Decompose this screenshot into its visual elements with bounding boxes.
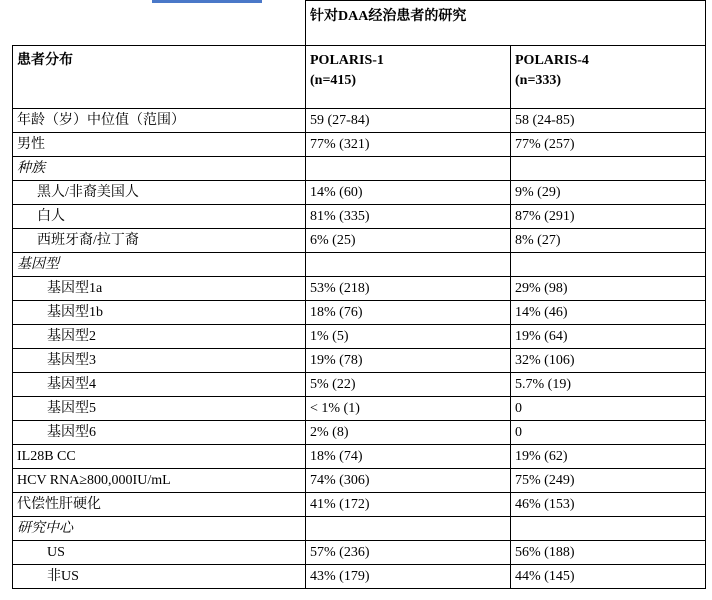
- polaris-1-value: 2% (8): [306, 421, 511, 445]
- blank-header-cell: [13, 1, 306, 46]
- polaris-1-value: [306, 253, 511, 277]
- polaris-4-value: 46% (153): [511, 493, 706, 517]
- table-row: [13, 397, 706, 421]
- section-label: 种族: [13, 157, 306, 181]
- polaris-1-value: 18% (74): [306, 445, 511, 469]
- row-label: 黑人/非裔美国人: [13, 181, 306, 205]
- patient-distribution-table: [12, 0, 706, 589]
- polaris-4-value: 19% (64): [511, 325, 706, 349]
- polaris-4-value: 29% (98): [511, 277, 706, 301]
- table-row: [13, 421, 706, 445]
- row-label: 基因型4: [13, 373, 306, 397]
- row-label: 年龄（岁）中位值（范围）: [13, 109, 306, 133]
- table-row: [13, 565, 706, 589]
- row-label: 基因型1b: [13, 301, 306, 325]
- row-label: 西班牙裔/拉丁裔: [13, 229, 306, 253]
- table-row: [13, 109, 706, 133]
- table-row: [13, 205, 706, 229]
- row-label: HCV RNA≥800,000IU/mL: [13, 469, 306, 493]
- table-row: [13, 469, 706, 493]
- polaris-4-value: 8% (27): [511, 229, 706, 253]
- section-row: [13, 517, 706, 541]
- polaris-4-value: 19% (62): [511, 445, 706, 469]
- polaris-4-value: 9% (29): [511, 181, 706, 205]
- polaris-1-value: 77% (321): [306, 133, 511, 157]
- table-row: [13, 349, 706, 373]
- header-patient-distribution: 患者分布: [13, 46, 306, 109]
- row-label: 非US: [13, 565, 306, 589]
- polaris-4-value: 5.7% (19): [511, 373, 706, 397]
- row-label: 白人: [13, 205, 306, 229]
- section-label: 研究中心: [13, 517, 306, 541]
- polaris-4-value: [511, 517, 706, 541]
- table-row: [13, 133, 706, 157]
- header-polaris-4-name: POLARIS-4: [515, 53, 589, 68]
- polaris-4-value: [511, 253, 706, 277]
- row-label: 基因型3: [13, 349, 306, 373]
- polaris-1-value: 18% (76): [306, 301, 511, 325]
- section-label: 基因型: [13, 253, 306, 277]
- polaris-1-value: 19% (78): [306, 349, 511, 373]
- polaris-1-value: < 1% (1): [306, 397, 511, 421]
- header-polaris-1: [306, 46, 511, 109]
- polaris-4-value: 0: [511, 421, 706, 445]
- polaris-4-value: 56% (188): [511, 541, 706, 565]
- polaris-4-value: 87% (291): [511, 205, 706, 229]
- row-label: 基因型6: [13, 421, 306, 445]
- polaris-4-value: 44% (145): [511, 565, 706, 589]
- table-row: [13, 277, 706, 301]
- polaris-1-value: [306, 157, 511, 181]
- table-row: [13, 301, 706, 325]
- row-label: 基因型1a: [13, 277, 306, 301]
- polaris-1-value: 5% (22): [306, 373, 511, 397]
- row-label: 基因型2: [13, 325, 306, 349]
- row-label: 男性: [13, 133, 306, 157]
- table-header-row: [13, 46, 706, 109]
- section-row: [13, 253, 706, 277]
- table-row: [13, 181, 706, 205]
- table-row: [13, 373, 706, 397]
- table-row: [13, 445, 706, 469]
- row-label: 基因型5: [13, 397, 306, 421]
- polaris-1-value: [306, 517, 511, 541]
- header-polaris-1-n: (n=415): [310, 73, 357, 88]
- table-title-row: [13, 1, 706, 46]
- polaris-1-value: 74% (306): [306, 469, 511, 493]
- table-row: [13, 493, 706, 517]
- polaris-4-value: 0: [511, 397, 706, 421]
- polaris-1-value: 14% (60): [306, 181, 511, 205]
- polaris-4-value: [511, 157, 706, 181]
- section-row: [13, 157, 706, 181]
- polaris-4-value: 14% (46): [511, 301, 706, 325]
- polaris-1-value: 43% (179): [306, 565, 511, 589]
- table-row: [13, 541, 706, 565]
- polaris-4-value: 77% (257): [511, 133, 706, 157]
- table-row: [13, 229, 706, 253]
- polaris-4-value: 32% (106): [511, 349, 706, 373]
- polaris-4-value: 58 (24-85): [511, 109, 706, 133]
- polaris-1-value: 1% (5): [306, 325, 511, 349]
- polaris-1-value: 57% (236): [306, 541, 511, 565]
- polaris-4-value: 75% (249): [511, 469, 706, 493]
- polaris-1-value: 59 (27-84): [306, 109, 511, 133]
- row-label: IL28B CC: [13, 445, 306, 469]
- polaris-1-value: 6% (25): [306, 229, 511, 253]
- polaris-1-value: 41% (172): [306, 493, 511, 517]
- header-polaris-4-n: (n=333): [515, 73, 562, 88]
- row-label: 代偿性肝硬化: [13, 493, 306, 517]
- row-label: US: [13, 541, 306, 565]
- polaris-1-value: 81% (335): [306, 205, 511, 229]
- header-polaris-4: [511, 46, 706, 109]
- polaris-1-value: 53% (218): [306, 277, 511, 301]
- table-row: [13, 325, 706, 349]
- table-title: 针对DAA经治患者的研究: [306, 1, 706, 46]
- header-polaris-1-name: POLARIS-1: [310, 53, 384, 68]
